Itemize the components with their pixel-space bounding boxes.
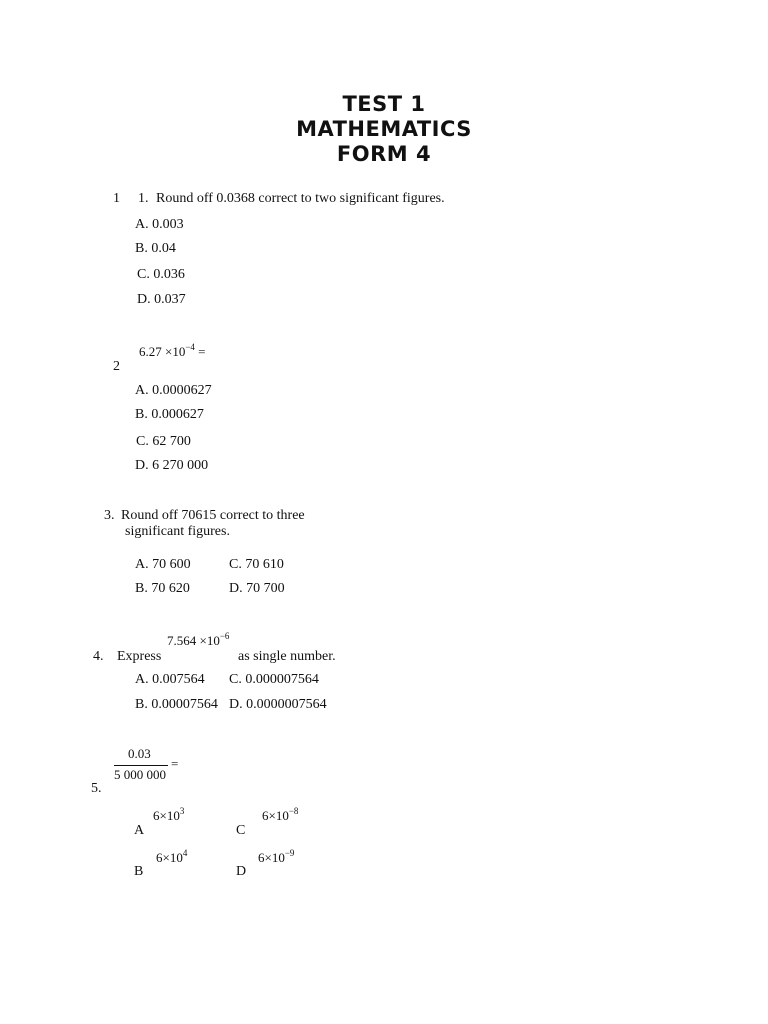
question-5-option-d-expression [258,850,294,866]
question-5-option-c-expression [262,808,298,824]
question-4-option-b: B. 0.00007564 [135,697,218,712]
question-2-option-a: A. 0.0000627 [135,383,212,398]
question-5-option-a-exponent: 3 [179,806,185,816]
question-1-option-a: A. 0.003 [135,217,184,232]
question-1-outer-number: 1 [113,191,120,206]
question-2-option-b: B. 0.000627 [135,407,204,422]
question-5-option-b-base: 6×10 [156,850,183,865]
question-3-option-b: B. 70 620 [135,581,190,596]
question-3-text-line2: significant figures. [125,524,230,539]
question-3-number: 3. [104,508,115,523]
question-2-exponent: −4 [185,342,195,352]
question-4-option-d: D. 0.0000007564 [229,697,327,712]
question-3-option-d: D. 70 700 [229,581,285,596]
question-5-option-c-base: 6×10 [262,808,289,823]
question-4-expression [167,633,229,649]
question-5-option-b-exponent: 4 [182,848,188,858]
question-4-exponent: −6 [219,631,230,641]
fraction-bar [114,765,168,766]
question-4-number: 4. [93,649,104,664]
question-5-denominator: 5 000 000 [114,767,166,782]
title-subject: MATHEMATICS [296,117,472,141]
question-5-option-b-letter: B [134,864,144,879]
question-5-option-a-letter: A [134,823,145,838]
question-1-option-c: C. 0.036 [137,267,185,282]
question-2-expression [139,344,206,360]
question-5-option-d-letter: D [236,864,247,879]
question-1-text: Round off 0.0368 correct to two significant figures. [156,191,445,206]
title-form: FORM 4 [336,142,432,166]
question-5-option-c-exponent: −8 [288,806,299,816]
question-1-number: 1. [138,191,149,206]
question-5-option-d-base: 6×10 [258,850,285,865]
question-4-prefix: Express [117,649,162,664]
question-5-option-d-exponent: −9 [284,848,295,858]
question-5-option-a-expression [153,808,184,824]
question-4-expression-base: 7.564 ×10 [167,633,220,648]
question-1-option-d: D. 0.037 [137,292,186,307]
question-5-option-a-base: 6×10 [153,808,180,823]
question-2-expression-base: 6.27 ×10 [139,344,186,359]
question-2-number: 2 [113,359,120,374]
question-4-option-c: C. 0.000007564 [229,672,319,687]
question-2-equals: = [198,344,206,359]
question-4-option-a: A. 0.007564 [135,672,205,687]
question-5-numerator: 0.03 [128,746,151,761]
question-2-option-c: C. 62 700 [136,434,191,449]
question-3-text-line1: Round off 70615 correct to three [121,508,305,523]
question-5-equals: = [171,756,179,771]
question-1-option-b: B. 0.04 [135,241,176,256]
question-3-option-c: C. 70 610 [229,557,284,572]
question-2-option-d: D. 6 270 000 [135,458,209,473]
title-test: TEST 1 [342,92,426,116]
question-5-option-b-expression [156,850,187,866]
question-3-option-a: A. 70 600 [135,557,191,572]
question-4-suffix: as single number. [238,649,336,664]
question-5-number: 5. [91,781,102,796]
question-5-option-c-letter: C [236,823,246,838]
